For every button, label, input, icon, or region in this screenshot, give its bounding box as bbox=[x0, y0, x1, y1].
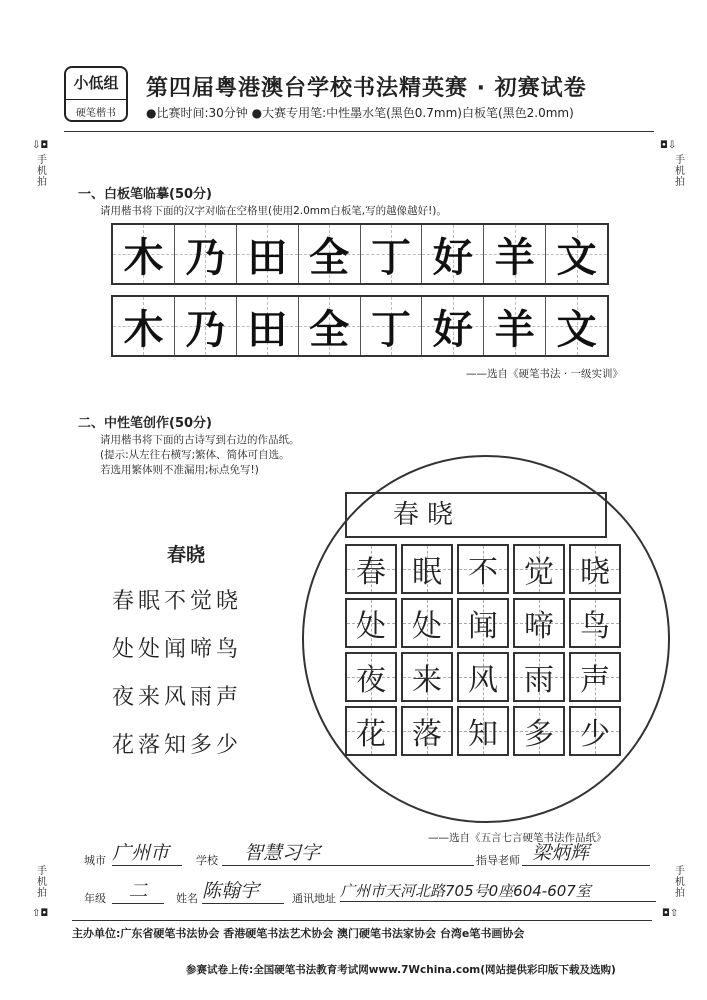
camera-icon: ⇧◘ bbox=[32, 908, 49, 919]
side-label-left-top: 手机拍 bbox=[37, 155, 47, 188]
side-label-left-bottom: 手机拍 bbox=[37, 866, 47, 899]
section2-instruction-line: 请用楷书将下面的古诗写到右边的作品纸。 bbox=[100, 434, 300, 446]
written-cell: 知 bbox=[457, 706, 509, 756]
written-cell: 来 bbox=[401, 652, 453, 702]
model-cell: 木 bbox=[113, 225, 175, 283]
side-label-right-top: 手机拍 bbox=[675, 155, 685, 188]
badge-style-label: 硬笔楷书 bbox=[66, 99, 126, 119]
written-cell: 不 bbox=[457, 544, 509, 594]
side-label-right-bottom: 手机拍 bbox=[675, 866, 685, 899]
written-cell: 处 bbox=[345, 598, 397, 648]
city-field[interactable]: 广州市 bbox=[112, 838, 182, 866]
written-cell: 风 bbox=[457, 652, 509, 702]
footer-divider bbox=[72, 920, 652, 921]
model-cell: 乃 bbox=[175, 225, 237, 283]
written-cell: 夜 bbox=[345, 652, 397, 702]
page-title: 第四届粤港澳台学校书法精英赛 · 初赛试卷 bbox=[146, 76, 587, 101]
poem-original bbox=[112, 540, 242, 759]
model-cell: 丁 bbox=[361, 225, 423, 283]
model-cell: 全 bbox=[299, 225, 361, 283]
section2-source: ——选自《五言七言硬笔书法作品纸》 bbox=[428, 832, 607, 844]
badge-group-label: 小低组 bbox=[73, 74, 119, 92]
page-subtitle: ●比赛时间:30分钟 ●大赛专用笔:中性墨水笔(黑色0.7mm)白板笔(黑色2.0mm) bbox=[146, 106, 574, 120]
teacher-field[interactable]: 梁炳辉 bbox=[522, 838, 650, 866]
written-cell: 多 bbox=[513, 706, 565, 756]
written-cell: 鸟 bbox=[569, 598, 621, 648]
camera-icon: ⇩◘ bbox=[32, 140, 49, 151]
poem-line: 夜来风雨声 bbox=[112, 685, 243, 710]
copy-cell: 全 bbox=[299, 297, 361, 355]
copy-cell: 木 bbox=[113, 297, 175, 355]
copy-cell: 文 bbox=[546, 297, 607, 355]
address-field[interactable]: 广州市天河北路705号0座604-607室 bbox=[340, 876, 656, 902]
poem-line: 花落知多少 bbox=[112, 733, 243, 758]
grade-label: 年级 bbox=[84, 892, 106, 905]
section1-instruction: 请用楷书将下面的汉字对临在空格里(使用2.0mm白板笔,写的越像越好!)。 bbox=[100, 205, 447, 217]
copy-cell: 乃 bbox=[175, 297, 237, 355]
section1-source: ——选自《硬笔书法 · 一级实训》 bbox=[466, 368, 624, 380]
model-row bbox=[111, 223, 609, 285]
teacher-label: 指导老师 bbox=[476, 854, 520, 867]
copy-grid bbox=[111, 223, 609, 357]
written-cell: 雨 bbox=[513, 652, 565, 702]
written-cell: 花 bbox=[345, 706, 397, 756]
copy-cell: 丁 bbox=[361, 297, 423, 355]
written-cell: 啼 bbox=[513, 598, 565, 648]
written-cell: 觉 bbox=[513, 544, 565, 594]
city-label: 城市 bbox=[84, 854, 106, 867]
model-cell: 羊 bbox=[484, 225, 546, 283]
section1-heading: 一、白板笔临摹(50分) bbox=[78, 187, 212, 202]
poem-title: 春晓 bbox=[167, 544, 206, 566]
written-title-box: 春晓 bbox=[345, 492, 607, 538]
section2-heading: 二、中性笔创作(50分) bbox=[78, 416, 212, 431]
header-divider bbox=[64, 131, 654, 132]
written-cell: 声 bbox=[569, 652, 621, 702]
written-cell: 处 bbox=[401, 598, 453, 648]
model-cell: 好 bbox=[422, 225, 484, 283]
written-cell: 落 bbox=[401, 706, 453, 756]
written-cell: 少 bbox=[569, 706, 621, 756]
written-cell: 闻 bbox=[457, 598, 509, 648]
address-label: 通讯地址 bbox=[292, 892, 336, 905]
copy-cell: 好 bbox=[422, 297, 484, 355]
organizers-text: 主办单位:广东省硬笔书法协会 香港硬笔书法艺术协会 澳门硬笔书法家协会 台湾e笔书画协会 bbox=[72, 927, 525, 940]
upload-info: 参赛试卷上传:全国硬笔书法教育考试网www.7Wchina.com(网站提供彩印版下载及选购) bbox=[186, 964, 616, 976]
copy-cell: 羊 bbox=[484, 297, 546, 355]
written-cell: 晓 bbox=[569, 544, 621, 594]
poem-line: 处处闻啼鸟 bbox=[112, 637, 243, 662]
group-badge bbox=[64, 66, 128, 122]
camera-icon: ◘⇩ bbox=[660, 140, 677, 151]
written-cell: 春 bbox=[345, 544, 397, 594]
poem-line: 春眠不觉晓 bbox=[112, 589, 243, 614]
name-field[interactable]: 陈翰宇 bbox=[202, 876, 284, 904]
school-field[interactable]: 智慧习字 bbox=[222, 838, 474, 866]
camera-icon: ◘⇧ bbox=[662, 908, 679, 919]
written-poem-grid bbox=[345, 544, 621, 756]
model-cell: 田 bbox=[237, 225, 299, 283]
section2-instruction-line: 若选用繁体则不准漏用;标点免写!) bbox=[100, 464, 259, 476]
written-cell: 眠 bbox=[401, 544, 453, 594]
school-label: 学校 bbox=[196, 854, 218, 867]
copy-row bbox=[111, 295, 609, 357]
grade-field[interactable]: 二 bbox=[112, 876, 164, 904]
name-label: 姓名 bbox=[176, 892, 198, 905]
model-cell: 文 bbox=[546, 225, 607, 283]
section2-instruction-line: (提示:从左往右横写;繁体、简体可自选。 bbox=[100, 449, 290, 461]
copy-cell: 田 bbox=[237, 297, 299, 355]
